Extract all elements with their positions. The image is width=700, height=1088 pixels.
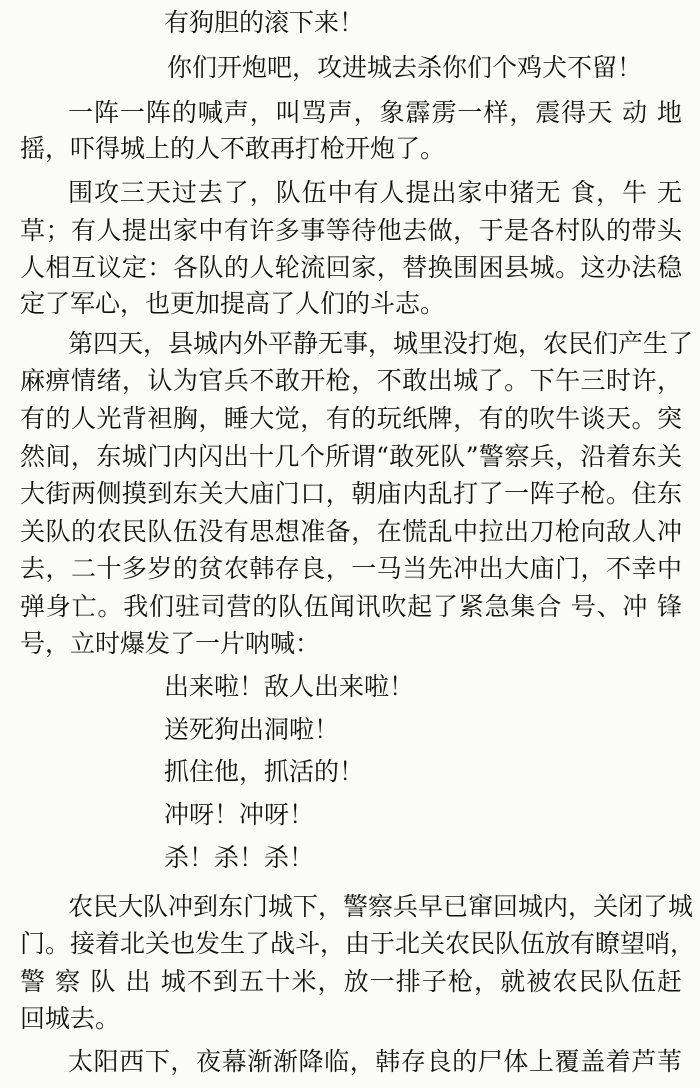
text-line-16: 弹身亡。我们驻司营的队伍闻讯吹起了紧急集合 号、冲 锋 [20,592,682,621]
text-line-21: 回城去。 [20,1004,121,1033]
verse-line-1: 出来啦！敌人出来啦！ [164,672,415,701]
verse-line-2: 送死狗出洞啦！ [164,715,340,744]
text-line-7: 人相互议定：各队的人轮流回家，替换围困县城。这办法稳 [20,253,682,282]
text-line-4: 摇，吓得城上的人不敢再打枪开炮了。 [20,134,446,163]
text-line-9: 第四天，县城内外平静无事，城里没打炮，农民们产生了 [68,329,694,358]
verse-line-5: 杀！杀！杀！ [164,843,315,872]
text-line-11: 有的人光背袒胸，睡大觉，有的玩纸牌，有的吹牛谈天。突 [20,404,682,433]
text-line-22: 太阳西下，夜幕渐渐降临，韩存良的尸体上覆盖着芦苇 [68,1047,682,1076]
text-line-20: 警 察 队 出 城不到五十米，放一排子枪，就被农民队伍赶 [20,967,682,996]
text-line-6: 草；有人提出家中有许多事等待他去做，于是各村队的带头 [20,216,682,245]
text-line-8: 定了军心，也更加提高了人们的斗志。 [20,289,446,318]
text-line-12: 然间，东城门内闪出十几个所谓“敢死队”警察兵，沿着东关 [20,442,682,471]
text-line-13: 大街两侧摸到东关大庙门口，朝庙内乱打了一阵子枪。住东 [20,479,682,508]
text-line-14: 关队的农民队伍没有思想准备，在慌乱中拉出刀枪向敌人冲 [20,517,682,546]
verse-line-3: 抓住他，抓活的！ [164,757,365,786]
text-line-3: 一阵一阵的喊声，叫骂声，象霹雳一样，震得天 动 地 [68,98,682,127]
text-line-17: 号，立时爆发了一片呐喊： [20,629,321,658]
text-line-2: 你们开炮吧，攻进城去杀你们个鸡犬不留！ [167,53,643,82]
text-line-15: 去，二十多岁的贫农韩存良，一马当先冲出大庙门，不幸中 [20,554,682,583]
text-line-5: 围攻三天过去了，队伍中有人提出家中猪无 食，牛 无 [68,178,682,207]
text-line-19: 门。接着北关也发生了战斗，由于北关农民队伍放有瞭望哨， [20,929,696,958]
text-line-1: 有狗胆的滚下来！ [164,8,365,37]
text-line-18: 农民大队冲到东门城下，警察兵早已窜回城内，关闭了城 [68,892,694,921]
text-line-10: 麻痹情绪，认为官兵不敢开枪，不敢出城了。下午三时许， [20,366,682,395]
verse-line-4: 冲呀！冲呀！ [164,800,315,829]
